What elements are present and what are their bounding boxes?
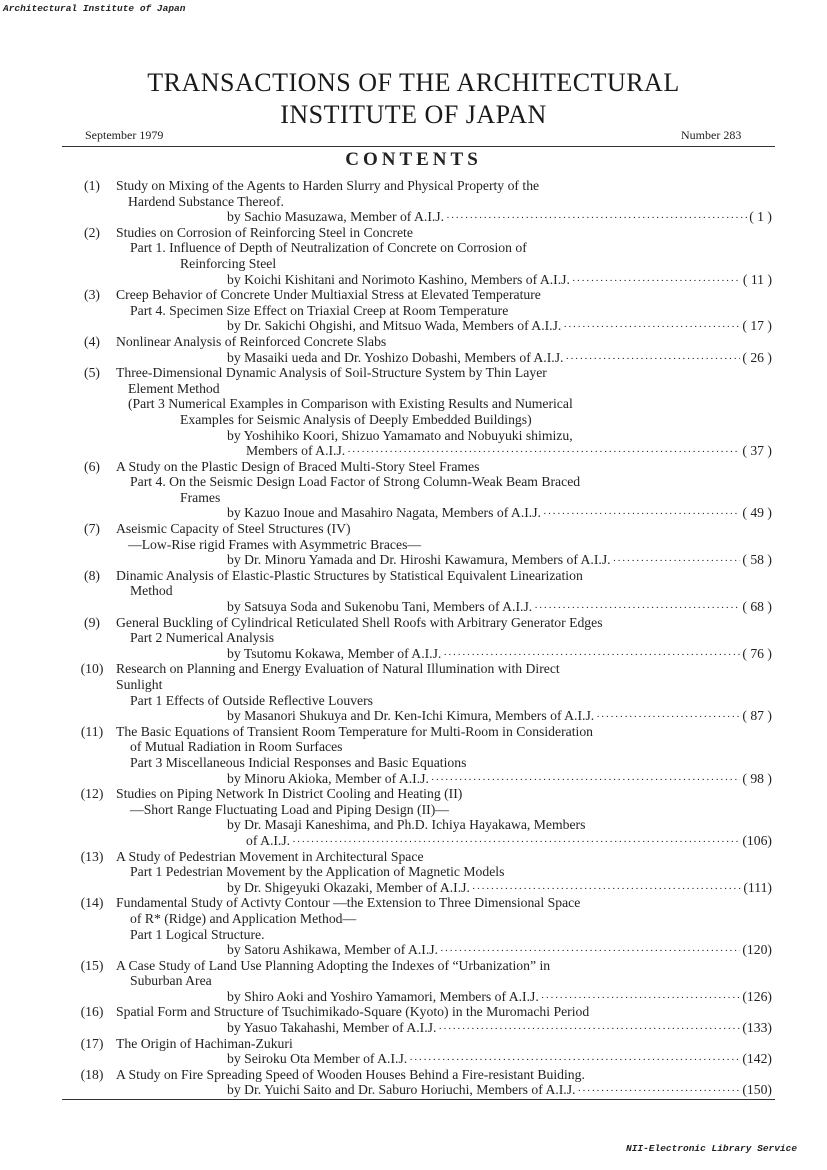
toc-line (72, 833, 772, 849)
entry-subtitle: Part 2 Numerical Analysis (130, 630, 275, 646)
toc-line (72, 755, 772, 771)
page-number: (126) (742, 988, 772, 1004)
toc-line (72, 880, 772, 896)
toc-entry (72, 895, 772, 957)
page-number: (120) (742, 942, 772, 958)
toc-line (72, 178, 772, 194)
entry-subtitle: Method (130, 583, 173, 599)
entry-subtitle: (Part 3 Numerical Examples in Comparison with Existing Results and Numerical (128, 396, 573, 412)
toc-line (72, 350, 772, 366)
entry-authors: by Satsuya Soda and Sukenobu Tani, Members of A.I.J. (227, 599, 533, 615)
page-number: ( 68 ) (742, 599, 772, 615)
page-number: (133) (742, 1020, 772, 1036)
page-number: ( 1 ) (749, 209, 772, 225)
entry-authors: by Dr. Sakichi Ohgishi, and Mitsuo Wada, Members of A.I.J. (227, 318, 562, 334)
journal-title-line-2: INSTITUTE OF JAPAN (280, 100, 547, 129)
bottom-divider (62, 1099, 775, 1100)
page-number: ( 87 ) (742, 708, 772, 724)
toc-line (72, 942, 772, 958)
toc-line (72, 599, 772, 615)
toc-line (72, 864, 772, 880)
entry-title: The Origin of Hachiman-Zukuri (116, 1035, 293, 1051)
entry-authors: by Tsutomu Kokawa, Member of A.I.J. (227, 645, 442, 661)
toc-line (72, 443, 772, 459)
toc-line (72, 490, 772, 506)
entry-subtitle: Part 3 Miscellaneous Indicial Responses and Basic Equations (130, 754, 467, 770)
entry-subtitle: Element Method (128, 380, 220, 396)
entry-number: (15) (80, 957, 104, 973)
entry-title: The Basic Equations of Transient Room Temperature for Multi-Room in Consideration (116, 723, 594, 739)
toc-line (72, 256, 772, 272)
entry-authors: by Kazuo Inoue and Masahiro Nagata, Members of A.I.J. (227, 505, 541, 521)
page-number: (142) (742, 1051, 772, 1067)
entry-title: Aseismic Capacity of Steel Structures (IV) (116, 521, 351, 537)
toc-entry (72, 1067, 772, 1098)
entry-number: (13) (80, 848, 104, 864)
entry-subtitle: of Mutual Radiation in Room Surfaces (130, 739, 343, 755)
toc-line (72, 677, 772, 693)
toc-line (72, 693, 772, 709)
entry-subtitle: Hardend Substance Thereof. (128, 193, 284, 209)
toc-entry (72, 365, 772, 459)
page-number: ( 98 ) (742, 770, 772, 786)
page-number: ( 58 ) (742, 552, 772, 568)
entry-title: Three-Dimensional Dynamic Analysis of Soil-Structure System by Thin Layer (116, 365, 547, 381)
toc-line (72, 646, 772, 662)
entry-number: (18) (80, 1066, 104, 1082)
toc-line (72, 927, 772, 943)
entry-number: (7) (84, 521, 100, 537)
issue-date: September 1979 (85, 128, 164, 142)
toc-entry (72, 334, 772, 365)
toc-entry (72, 459, 772, 521)
toc-line (72, 381, 772, 397)
toc-line (72, 412, 772, 428)
entry-authors: Members of A.I.J. (246, 443, 346, 459)
entry-title: Study on Mixing of the Agents to Harden Slurry and Physical Property of the (116, 178, 540, 193)
entry-authors: by Minoru Akioka, Member of A.I.J. (227, 770, 429, 786)
entry-subtitle: —Short Range Fluctuating Load and Piping Design (II)— (130, 801, 449, 817)
entry-number: (2) (84, 224, 100, 240)
page-number: ( 11 ) (742, 271, 772, 287)
entry-number: (5) (84, 365, 100, 381)
toc-line (72, 505, 772, 521)
toc-entry (72, 786, 772, 848)
entry-authors: by Masaiki ueda and Dr. Yoshizo Dobashi, Members of A.I.J. (227, 349, 564, 365)
entry-subtitle: Part 1 Pedestrian Movement by the Application of Magnetic Models (130, 864, 505, 880)
entry-number: (3) (84, 287, 100, 303)
page-number: (111) (743, 879, 772, 895)
entry-authors: by Seiroku Ota Member of A.I.J. (227, 1051, 408, 1067)
entry-title: Studies on Corrosion of Reinforcing Steel in Concrete (116, 224, 413, 240)
toc-line (72, 365, 772, 381)
toc-line (72, 318, 772, 334)
toc-line (72, 287, 772, 303)
toc-line (72, 537, 772, 553)
toc-line (72, 724, 772, 740)
toc-line (72, 1051, 772, 1067)
entry-number: (14) (80, 895, 104, 911)
toc-line (72, 568, 772, 584)
page-number: (150) (742, 1082, 772, 1098)
page-number: (106) (742, 832, 772, 848)
entry-number: (8) (84, 567, 100, 583)
toc-line (72, 615, 772, 631)
entry-subtitle: Part 1 Logical Structure. (130, 926, 265, 942)
toc-line (72, 958, 772, 974)
toc-entry (72, 615, 772, 662)
entry-number: (1) (84, 178, 100, 193)
toc-line (72, 459, 772, 475)
entry-title: Fundamental Study of Activty Contour —the Extension to Three Dimensional Space (116, 895, 581, 911)
entry-title: Creep Behavior of Concrete Under Multiaxial Stress at Elevated Temperature (116, 287, 541, 303)
entry-subtitle: Frames (180, 489, 221, 505)
toc-entry (72, 521, 772, 568)
entry-authors: by Dr. Minoru Yamada and Dr. Hiroshi Kawamura, Members of A.I.J. (227, 552, 611, 568)
toc-line (72, 334, 772, 350)
toc-line (72, 802, 772, 818)
page-number: ( 37 ) (742, 443, 772, 459)
entry-subtitle: Examples for Seismic Analysis of Deeply Embedded Buildings) (180, 411, 532, 427)
entry-authors: by Dr. Yuichi Saito and Dr. Saburo Horiuchi, Members of A.I.J. (227, 1082, 576, 1098)
toc-line (72, 817, 772, 833)
entry-title: Nonlinear Analysis of Reinforced Concrete Slabs (116, 333, 387, 349)
toc-entry (72, 958, 772, 1005)
toc-line (72, 1036, 772, 1052)
entry-subtitle: of R* (Ridge) and Application Method— (130, 910, 357, 926)
entry-authors: by Satoru Ashikawa, Member of A.I.J. (227, 942, 438, 958)
toc-entry (72, 178, 772, 225)
toc-line (72, 1004, 772, 1020)
entry-number: (11) (80, 723, 104, 739)
toc-entry (72, 568, 772, 615)
toc-line (72, 396, 772, 412)
entry-authors: by Dr. Masaji Kaneshima, and Ph.D. Ichiya Hayakawa, Members (227, 817, 586, 833)
contents-heading: CONTENTS (345, 149, 482, 170)
issue-number: Number 283 (681, 128, 742, 142)
toc-line (72, 272, 772, 288)
toc-entry (72, 287, 772, 334)
toc-line (72, 194, 772, 210)
entry-number: (12) (80, 786, 104, 802)
toc-line (72, 583, 772, 599)
entry-subtitle: Sunlight (116, 677, 163, 692)
toc-line (72, 911, 772, 927)
entry-number: (6) (84, 458, 100, 474)
toc-line (72, 849, 772, 865)
toc-entry (72, 225, 772, 287)
entry-number: (9) (84, 614, 100, 630)
toc-line (72, 428, 772, 444)
entry-authors: by Sachio Masuzawa, Member of A.I.J. (227, 209, 445, 225)
toc-line (72, 989, 772, 1005)
entry-subtitle: Suburban Area (130, 973, 212, 989)
toc-line (72, 739, 772, 755)
table-of-contents (72, 178, 772, 1098)
toc-line (72, 708, 772, 724)
toc-line (72, 521, 772, 537)
entry-authors: of A.I.J. (246, 832, 291, 848)
entry-title: Spatial Form and Structure of Tsuchimikado-Square (Kyoto) in the Muromachi Period (116, 1004, 590, 1020)
page-number: ( 49 ) (742, 505, 772, 521)
entry-title: Dinamic Analysis of Elastic-Plastic Structures by Statistical Equivalent Linearization (116, 567, 583, 583)
entry-subtitle: Part 1 Effects of Outside Reflective Louvers (130, 692, 374, 708)
entry-subtitle: —Low-Rise rigid Frames with Asymmetric Braces— (128, 536, 422, 552)
entry-authors: by Koichi Kishitani and Norimoto Kashino, Members of A.I.J. (227, 271, 570, 287)
toc-line (72, 303, 772, 319)
entry-authors: by Yoshihiko Koori, Shizuo Yamamato and Nobuyuki shimizu, (227, 427, 573, 443)
entry-title: Studies on Piping Network In District Cooling and Heating (II) (116, 786, 463, 802)
toc-entry (72, 849, 772, 896)
toc-line (72, 973, 772, 989)
journal-title-line-1: TRANSACTIONS OF THE ARCHITECTURAL (147, 68, 680, 97)
toc-line (72, 786, 772, 802)
entry-title: Research on Planning and Energy Evaluation of Natural Illumination with Direct (116, 661, 560, 677)
toc-entry (72, 1004, 772, 1035)
toc-entry (72, 724, 772, 786)
entry-authors: by Shiro Aoki and Yoshiro Yamamori, Members of A.I.J. (227, 988, 539, 1004)
entry-number: (10) (80, 661, 104, 677)
entry-title: General Buckling of Cylindrical Reticulated Shell Roofs with Arbitrary Generator Edges (116, 614, 603, 630)
toc-line (72, 1067, 772, 1083)
page-number: ( 76 ) (742, 645, 772, 661)
toc-line (72, 630, 772, 646)
toc-line (72, 1082, 772, 1098)
page-number: ( 17 ) (742, 318, 772, 334)
toc-entry (72, 661, 772, 723)
toc-line (72, 1020, 772, 1036)
toc-line (72, 552, 772, 568)
entry-subtitle: Reinforcing Steel (180, 255, 277, 271)
entry-subtitle: Part 4. Specimen Size Effect on Triaxial Creep at Room Temperature (130, 302, 509, 318)
entry-byline (227, 1082, 772, 1100)
leader-dots (577, 1084, 740, 1100)
toc-line (72, 225, 772, 241)
top-divider (62, 146, 775, 147)
entry-subtitle: Part 4. On the Seismic Design Load Factor of Strong Column-Weak Beam Braced (130, 474, 581, 490)
entry-number: (17) (80, 1035, 104, 1051)
entry-number: (16) (80, 1004, 104, 1020)
toc-line (72, 771, 772, 787)
toc-line (72, 661, 772, 677)
entry-title: A Case Study of Land Use Planning Adopting the Indexes of “Urbanization” in (116, 957, 551, 973)
entry-authors: by Dr. Shigeyuki Okazaki, Member of A.I.J. (227, 879, 470, 895)
entry-number: (4) (84, 333, 100, 349)
archive-footer-label: NII-Electronic Library Service (626, 1143, 798, 1154)
toc-line (72, 240, 772, 256)
archive-header-label: Architectural Institute of Japan (3, 3, 186, 14)
toc-line (72, 895, 772, 911)
page-number: ( 26 ) (742, 349, 772, 365)
toc-line (72, 209, 772, 225)
entry-authors: by Yasuo Takahashi, Member of A.I.J. (227, 1020, 437, 1036)
toc-entry (72, 1036, 772, 1067)
entry-subtitle: Part 1. Influence of Depth of Neutralization of Concrete on Corrosion of (130, 240, 527, 256)
entry-title: A Study on the Plastic Design of Braced Multi-Story Steel Frames (116, 458, 480, 474)
entry-title: A Study of Pedestrian Movement in Architectural Space (116, 848, 424, 864)
toc-line (72, 474, 772, 490)
entry-authors: by Masanori Shukuya and Dr. Ken-Ichi Kimura, Members of A.I.J. (227, 708, 595, 724)
entry-title: A Study on Fire Spreading Speed of Wooden Houses Behind a Fire-resistant Buiding. (116, 1066, 585, 1082)
